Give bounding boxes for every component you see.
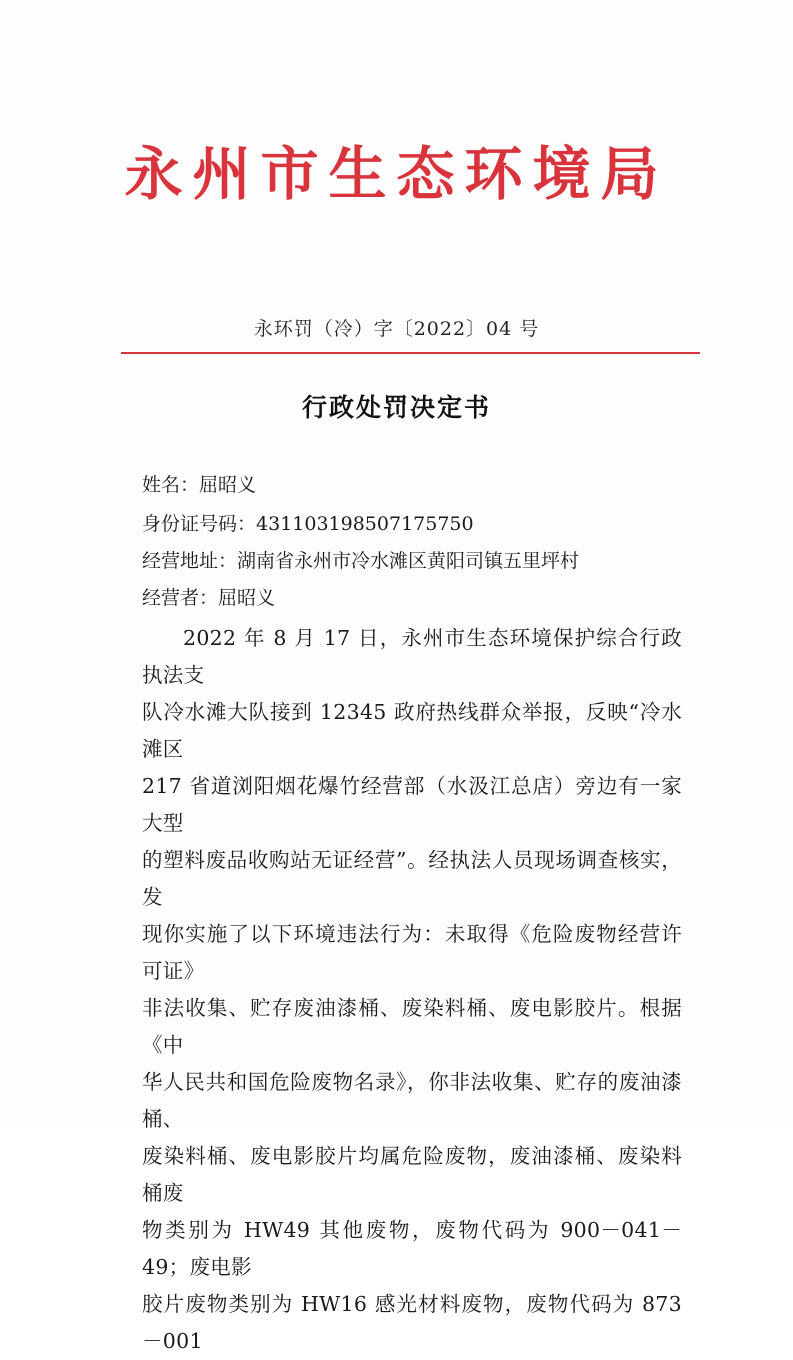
paragraph-line: 现你实施了以下环境违法行为：未取得《危险废物经营许可证》 bbox=[142, 922, 682, 983]
paragraph-line: 华人民共和国危险废物名录》，你非法收集、贮存的废油漆桶、 bbox=[142, 1070, 682, 1131]
document-title: 行政处罚决定书 bbox=[301, 393, 491, 422]
field-label: 经营者： bbox=[142, 587, 219, 609]
field-label: 身份证号码： bbox=[142, 513, 257, 535]
paragraph-line: 的塑料废品收购站无证经营”。经执法人员现场调查核实，发 bbox=[142, 848, 682, 909]
red-divider-line bbox=[121, 352, 700, 354]
paragraph-line: 非法收集、贮存废油漆桶、废染料桶、废电影胶片。根据《中 bbox=[142, 996, 682, 1057]
document-number: 永环罚（冷）字〔2022〕04 号 bbox=[253, 318, 540, 340]
paragraph-line: 物类别为 HW49 其他废物，废物代码为 900－041－49；废电影 bbox=[142, 1218, 682, 1279]
paragraph-line: 废染料桶、废电影胶片均属危险废物，废油漆桶、废染料桶废 bbox=[142, 1144, 682, 1205]
field-operator bbox=[142, 583, 275, 610]
paragraph-line: 队冷水滩大队接到 12345 政府热线群众举报，反映“冷水滩区 bbox=[142, 700, 682, 761]
field-label: 姓名： bbox=[142, 474, 200, 496]
paragraph-line: 217 省道浏阳烟花爆竹经营部（水汲江总店）旁边有一家大型 bbox=[142, 774, 682, 835]
field-label: 经营地址： bbox=[142, 550, 238, 572]
agency-letterhead: 永州市生态环境局 bbox=[124, 140, 669, 208]
field-value: 431103198507175750 bbox=[256, 513, 474, 535]
paragraph-line: 胶片废物类别为 HW16 感光材料废物，废物代码为 873－001 bbox=[142, 1292, 682, 1353]
field-value: 屈昭义 bbox=[218, 587, 276, 609]
field-business-address bbox=[142, 546, 579, 573]
field-id-number bbox=[142, 509, 474, 536]
field-name bbox=[142, 470, 256, 497]
paragraph-line: 2022 年 8 月 17 日，永州市生态环境保护综合行政执法支 bbox=[142, 626, 682, 687]
field-value: 屈昭义 bbox=[199, 474, 257, 496]
field-value: 湖南省永州市冷水滩区黄阳司镇五里坪村 bbox=[237, 550, 580, 572]
decision-body-paragraph bbox=[142, 620, 682, 1360]
